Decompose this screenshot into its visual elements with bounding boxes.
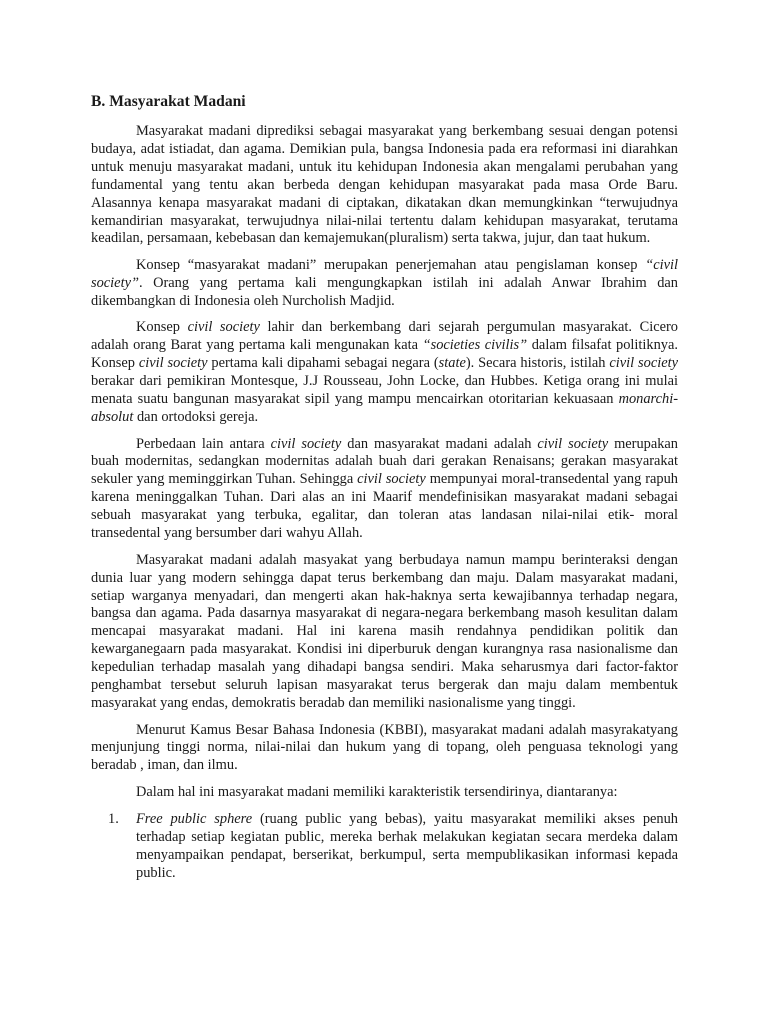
italic-term: civil society (187, 319, 260, 336)
text-run: lahir dan berkembang dari sejarah pergumulan masyarakat. Cicero adalah orang Barat yang pertama kali mengunakan kata (91, 319, 678, 354)
section-heading: B. Masyarakat Madani (91, 93, 246, 110)
italic-term: civil society (537, 435, 609, 452)
italic-term: monarchi-absolut (91, 391, 678, 425)
italic-term: civil society (138, 355, 208, 372)
italic-term: civil society (270, 435, 342, 452)
paragraph (91, 319, 678, 426)
text-run: mempunyai moral-transedental yang rapuh karena meninggalkan Tuhan. Dari alas an ini Maarif mendefinisikan masyarakat madani sebagai sebuah masyarakat yang terbuka, egalitar, dan toleran atas landasan nilai-nilai etik- moral transedental yang bersumber dari wahyu Allah. (91, 471, 678, 542)
paragraph (91, 722, 678, 776)
text-run: pertama kali dipahami sebagai negara ( (207, 355, 439, 372)
italic-term: civil society (357, 471, 426, 488)
paragraph (91, 436, 678, 543)
paragraph (91, 123, 678, 248)
body-text (91, 123, 678, 802)
paragraph (91, 784, 678, 802)
italic-term: state (438, 355, 466, 372)
text-run: Menurut Kamus Besar Bahasa Indonesia (KBBI), masyarakat madani adalah masyrakatyang menjunjung tinggi norma, nilai-nilai dan hukum yang di topang, oleh penguasa teknologi yang beradab , iman, dan ilmu. (91, 721, 678, 774)
text-run: Dalam hal ini masyarakat madani memiliki karakteristik tersendirinya, diantaranya: (136, 783, 618, 800)
list-number: 1. (108, 811, 119, 828)
text-run: dalam filsafat politiknya. Konsep (91, 337, 678, 372)
text-run: Masyarakat madani adalah masyakat yang berbudaya namun mampu berinteraksi dengan dunia luar yang modern sehingga dapat terus berkembang dan maju. Dalam masyarakat madani, setiap warganya menyadari, dan mengerti akan hak-haknya serta kewajibannya terhadap negara, bangsa dan agama. Pada dasarnya masyarakat di negara-negara berkembang masoh kesulitan dalam mencapai masyarakat madani. Hal ini karena masih rendahnya pendidikan politik dan kewarganegaarn pada masyarakat. Kondisi ini diperburuk dengan kurangnya rasa nasionalisme dan kepedulian terhadap masalah yang dihadapi bangsa sendiri. Maka seharusmya dari factor-faktor penghambat tersebut seluruh lapisan masyarakat terus bergerak dan maju dalam membentuk masyarakat yang endas, demokratis beradab dan memiliki nasionalisme yang tinggi. (91, 551, 678, 711)
characteristics-list (91, 811, 678, 883)
paragraph (91, 257, 678, 311)
text-run: . Orang yang pertama kali mengungkapkan istilah ini adalah Anwar Ibrahim dan dikembangkan di Indonesia oleh Nurcholish Madjid. (91, 274, 678, 309)
text-run: ). Secara historis, istilah (465, 355, 610, 372)
text-run: Masyarakat madani diprediksi sebagai masyarakat yang berkembang sesuai dengan potensi budaya, adat istiadat, dan agama. Demikian pula, bangsa Indonesia pada era reformasi ini diarahkan untuk menuju masyarakat madani, untuk itu kehidupan Indonesia akan mengalami perubahan yang fundamental yang tentu akan berbeda dengan kehidupan masyarakat pada masa Orde Baru. Alasannya kenapa masyarakat madani di ciptakan, dikatakan dkan memungkinkan “terwujudnya kemandirian masyarakat, terwujudnya nilai-nilai tertentu dalam kehidupan masyarakat, terutama keadilan, persamaan, kebebasan dan kemajemukan(pluralism) serta takwa, jujur, dan taat hukum. (91, 123, 678, 247)
list-item (91, 811, 678, 883)
italic-term: Free public sphere (136, 811, 253, 828)
text-run: berakar dari pemikiran Montesque, J.J Rousseau, John Locke, dan Hubbes. Ketiga orang ini mulai menata suatu bangunan masyarakat sipil yang mampu mencairkan otoritarian kekuasaan (91, 373, 678, 408)
text-run: (ruang public yang bebas), yaitu masyarakat memiliki akses penuh terhadap setiap kegiatan public, mereka berhak melakukan kegiatan secara merdeka dalam menyampaikan pendapat, berserikat, berkumpul, serta mempublikasikan informasi kepada public. (136, 811, 678, 881)
paragraph (91, 552, 678, 713)
italic-term: “civil society” (91, 257, 678, 291)
text-run: merupakan buah modernitas, sedangkan modernitas adalah buah dari gerakan Renaisans; gerakan masyarakat sekuler yang meminggirkan Tuhan. Sehingga (91, 435, 678, 488)
text-run: Konsep (136, 319, 188, 336)
text-run: dan masyarakat madani adalah (341, 435, 538, 452)
italic-term: “societies civilis” (422, 337, 528, 354)
italic-term: civil society (609, 355, 678, 372)
text-run: dan ortodoksi gereja. (133, 408, 259, 425)
document-page (91, 92, 678, 883)
text-run: Perbedaan lain antara (136, 435, 271, 452)
text-run: Konsep “masyarakat madani” merupakan penerjemahan atau pengislaman konsep (136, 257, 646, 274)
